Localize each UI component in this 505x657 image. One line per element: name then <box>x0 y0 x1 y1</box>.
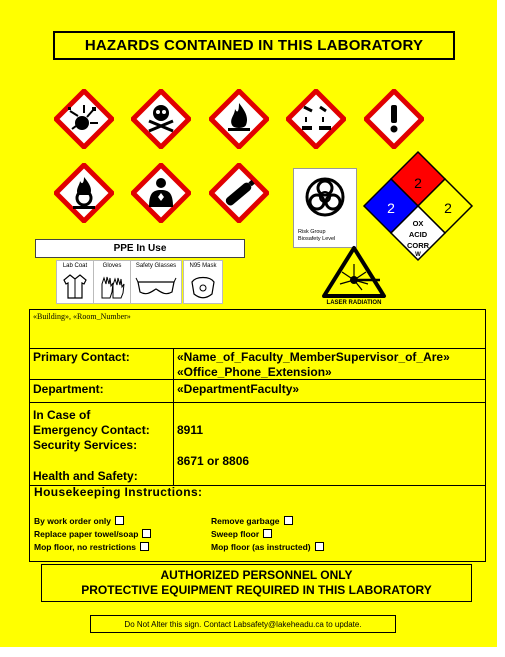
ppe-safety-glasses-label: Safety Glasses <box>135 263 177 269</box>
housekeeping-title: Housekeeping Instructions: <box>34 485 203 499</box>
gloves-icon <box>98 272 126 300</box>
department-label: Department: <box>33 382 104 396</box>
authorized-notice <box>41 564 472 602</box>
ppe-label: PPE In Use <box>35 239 245 258</box>
housekeeping-section <box>29 484 486 562</box>
biohazard-icon <box>294 169 356 227</box>
authorized-line-2: PROTECTIVE EQUIPMENT REQUIRED IN THIS LABORATORY <box>81 583 432 597</box>
ppe-gloves <box>93 260 131 304</box>
ppe-n95-mask-label: N95 Mask <box>189 263 217 269</box>
checkbox[interactable] <box>115 516 124 525</box>
housekeeping-item: Mop floor (as instructed) <box>211 542 324 552</box>
ppe-lab-coat-label: Lab Coat <box>62 263 88 269</box>
housekeeping-item: Replace paper towel/soap <box>34 529 151 539</box>
n95-mask-icon <box>188 272 218 300</box>
ppe-lab-coat <box>56 260 94 304</box>
biohazard-sign <box>293 168 357 248</box>
authorized-line-1: AUTHORIZED PERSONNEL ONLY <box>160 568 353 582</box>
biosafety-caption-1: Risk Group <box>298 229 326 235</box>
nfpa-special-3: CORR <box>406 241 430 250</box>
flame-over-circle-icon <box>54 163 114 223</box>
location-row <box>30 310 485 349</box>
ppe-n95-mask <box>183 260 223 304</box>
location-field: «Building», «Room_Number» <box>33 312 131 321</box>
nfpa-special-2: ACID <box>408 230 428 239</box>
emergency-label-1: In Case of <box>33 408 91 422</box>
nfpa-flammability: 2 <box>414 175 422 191</box>
biosafety-caption-2: Biosafety Level <box>298 236 336 242</box>
primary-contact-row <box>30 348 485 380</box>
emergency-label-2: Emergency Contact: <box>33 423 150 437</box>
skull-crossbones-icon <box>131 89 191 149</box>
nfpa-instability: 2 <box>444 200 452 216</box>
exclamation-icon <box>364 89 424 149</box>
laser-warning <box>318 244 390 308</box>
nfpa-special-1: OX <box>412 219 424 228</box>
emergency-value: 8911 <box>177 423 204 437</box>
primary-contact-label: Primary Contact: <box>33 350 130 364</box>
checkbox[interactable] <box>315 542 324 551</box>
checkbox[interactable] <box>142 529 151 538</box>
gas-cylinder-icon <box>209 163 269 223</box>
nfpa-health: 2 <box>387 200 395 216</box>
ppe-safety-glasses <box>130 260 182 304</box>
lab-coat-icon <box>61 272 89 300</box>
department-value: «DepartmentFaculty» <box>177 382 300 396</box>
health-safety-label: Health and Safety: <box>33 469 138 483</box>
primary-contact-phone: «Office_Phone_Extension» <box>177 365 332 379</box>
contact-table <box>29 309 486 486</box>
housekeeping-item: Mop floor, no restrictions <box>34 542 149 552</box>
laser-caption: LASER RADIATION <box>326 300 382 306</box>
primary-contact-name: «Name_of_Faculty_MemberSupervisor_of_Are» <box>177 350 450 364</box>
footer-note: Do Not Alter this sign. Contact Labsafety@lakeheadu.ca to update. <box>90 615 396 633</box>
safety-glasses-icon <box>135 272 177 300</box>
checkbox[interactable] <box>284 516 293 525</box>
health-hazard-icon <box>131 163 191 223</box>
checkbox[interactable] <box>140 542 149 551</box>
housekeeping-item: Sweep floor <box>211 529 272 539</box>
checkbox[interactable] <box>263 529 272 538</box>
housekeeping-item: By work order only <box>34 516 124 526</box>
flame-icon <box>209 89 269 149</box>
housekeeping-item: Remove garbage <box>211 516 293 526</box>
laser-icon <box>318 244 390 300</box>
security-value: 8671 or 8806 <box>177 454 250 468</box>
security-label: Security Services: <box>33 438 138 452</box>
ppe-gloves-label: Gloves <box>102 263 122 269</box>
explosive-icon <box>54 89 114 149</box>
sign-title: HAZARDS CONTAINED IN THIS LABORATORY <box>53 31 455 60</box>
corrosion-icon <box>286 89 346 149</box>
department-row <box>30 379 485 403</box>
nfpa-special-4: W <box>415 252 421 258</box>
